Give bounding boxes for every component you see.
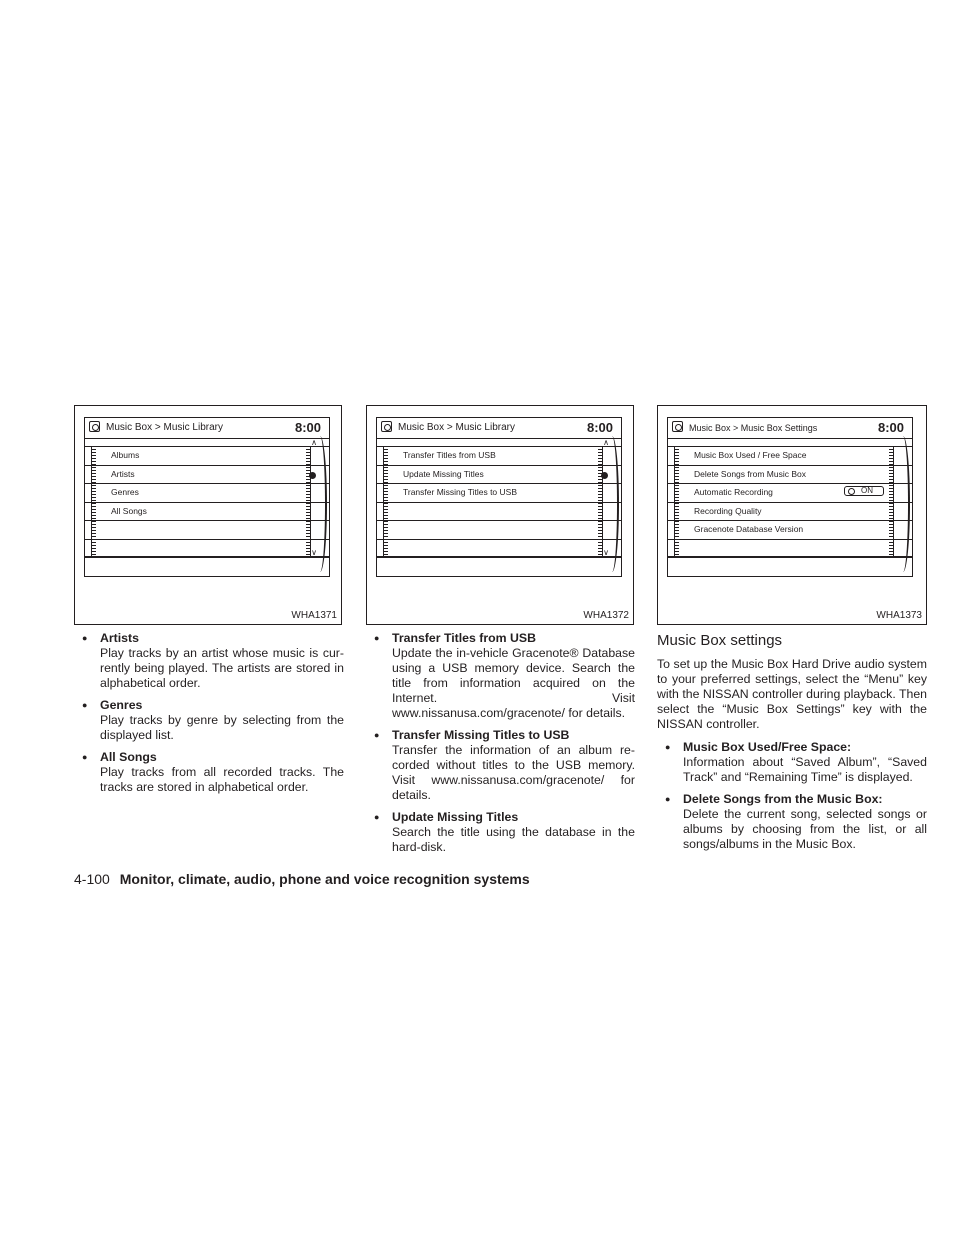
menu-item-empty — [85, 520, 329, 539]
screen-footer — [668, 557, 912, 576]
bullet-artists: ● Artists Play tracks by an artist whose music is cur-rently being played. The artists are stored in alphabetical order. — [74, 631, 344, 691]
chevron-down-icon: ∨ — [311, 548, 317, 557]
menu-item-automatic-recording[interactable]: Automatic Recording ON — [668, 483, 912, 502]
menu-item-artists[interactable]: Artists — [85, 465, 329, 484]
chevron-up-icon: ∧ — [603, 438, 609, 447]
page-footer — [74, 871, 530, 888]
screen-display — [376, 417, 622, 577]
menu-item-empty — [377, 520, 621, 539]
menu-list — [85, 446, 329, 557]
section-title: Music Box settings — [657, 632, 783, 649]
clock: 8:00 — [586, 420, 613, 435]
figure-code: WHA1373 — [876, 610, 922, 621]
automatic-recording-toggle[interactable] — [844, 486, 884, 496]
screen-title: Music Box > Music Box Settings — [689, 423, 818, 433]
menu-item-albums[interactable]: Albums — [85, 446, 329, 465]
bullet-delete-songs: ● Delete Songs from the Music Box: Delete the current song, selected songs or albums by choosing from the list, or all songs/albums in the Music Box. — [657, 792, 927, 852]
toggle-label: ON — [861, 486, 873, 495]
page-number: 4-100 — [74, 871, 110, 887]
chapter-title: Monitor, climate, audio, phone and voice recognition systems — [119, 871, 530, 887]
status-bar — [668, 418, 912, 439]
menu-item-empty — [85, 539, 329, 558]
menu-item-gracenote-version[interactable]: Gracenote Database Version — [668, 520, 912, 539]
column-3 — [657, 632, 927, 859]
bullet-used-free-space: ● Music Box Used/Free Space: Information about “Saved Album”, “Saved Track” and “Remaining Time” is displayed. — [657, 740, 927, 785]
chevron-up-icon: ∧ — [311, 438, 317, 447]
menu-item-empty — [377, 502, 621, 521]
menu-item-empty — [668, 539, 912, 558]
menu-item-recording-quality[interactable]: Recording Quality — [668, 502, 912, 521]
menu-item-update-missing[interactable]: Update Missing Titles — [377, 465, 621, 484]
bullet-transfer-missing: ● Transfer Missing Titles to USB Transfer the information of an album re-corded without titles to the USB memory. Visit www.nissanusa.com/gracenote/ for details. — [366, 728, 635, 803]
intro-paragraph: To set up the Music Box Hard Drive audio system to your preferred settings, select the “Menu” key with the NISSAN controller during playback. Then select the “Music Box Settings” key with the NISSAN controller. — [657, 657, 927, 731]
status-bar — [85, 418, 329, 439]
menu-list — [377, 446, 621, 557]
music-box-icon — [672, 421, 683, 432]
bullet-transfer-titles: ● Transfer Titles from USB Update the in-vehicle Gracenote® Database using a USB memory device. Search the title from information acquired on the Internet. Visit www.nissanusa.com/gracenote/ for details. — [366, 631, 635, 721]
bullet-update-missing: ● Update Missing Titles Search the title using the database in the hard-disk. — [366, 810, 635, 855]
screen-title: Music Box > Music Library — [398, 422, 515, 433]
screen-footer — [85, 557, 329, 576]
menu-item-used-free-space[interactable]: Music Box Used / Free Space — [668, 446, 912, 465]
menu-item-empty — [377, 539, 621, 558]
menu-item-genres[interactable]: Genres — [85, 483, 329, 502]
menu-item-delete-songs[interactable]: Delete Songs from Music Box — [668, 465, 912, 484]
column-2 — [366, 631, 635, 862]
clock: 8:00 — [294, 420, 321, 435]
toggle-indicator-icon — [848, 488, 855, 495]
figure-music-box-settings — [657, 405, 927, 625]
column-1 — [74, 631, 344, 802]
figure-music-library-2 — [366, 405, 634, 625]
figure-code: WHA1372 — [583, 610, 629, 621]
menu-list — [668, 446, 912, 557]
clock: 8:00 — [877, 420, 904, 435]
status-bar — [377, 418, 621, 439]
bullet-all-songs: ● All Songs Play tracks from all recorded tracks. The tracks are stored in alphabetical order. — [74, 750, 344, 795]
screen-footer — [377, 557, 621, 576]
screen-display — [84, 417, 330, 577]
chevron-down-icon: ∨ — [603, 548, 609, 557]
menu-item-transfer-missing[interactable]: Transfer Missing Titles to USB — [377, 483, 621, 502]
screen-title: Music Box > Music Library — [106, 422, 223, 433]
music-box-icon — [381, 421, 392, 432]
bullet-genres: ● Genres Play tracks by genre by selecting from the displayed list. — [74, 698, 344, 743]
figure-music-library-1 — [74, 405, 342, 625]
menu-item-all-songs[interactable]: All Songs — [85, 502, 329, 521]
music-box-icon — [89, 421, 100, 432]
screen-display — [667, 417, 913, 577]
menu-item-transfer-titles[interactable]: Transfer Titles from USB — [377, 446, 621, 465]
figure-code: WHA1371 — [291, 610, 337, 621]
